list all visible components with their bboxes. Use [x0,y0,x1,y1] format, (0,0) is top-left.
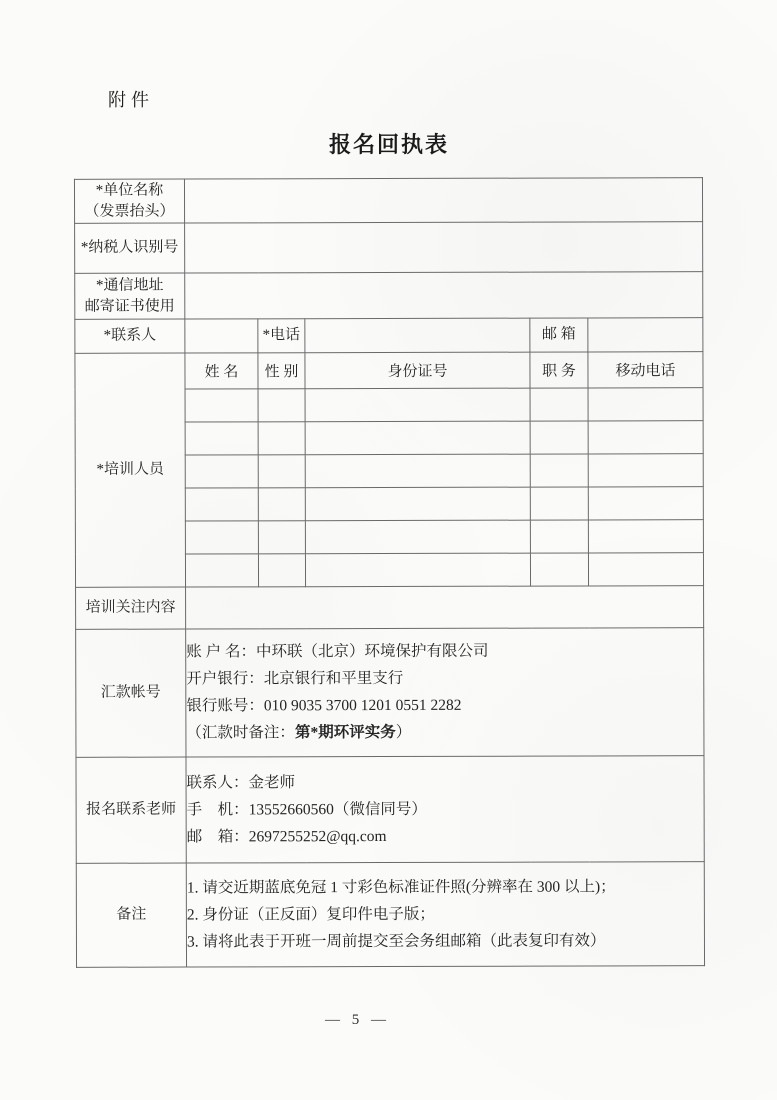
row-training-focus [76,586,704,630]
unit-name-label [74,179,184,223]
trainee-cell [588,388,703,421]
row-remittance [76,628,704,758]
row-registration-contact [76,756,704,864]
trainee-cell [185,422,258,455]
note-item-3: 3. 请将此表于开班一周前提交至会务组邮箱（此表复印有效） [186,931,606,951]
trainee-cell [305,388,530,422]
unit-name-label-line2: （发票抬头） [84,203,175,220]
unit-name-value-cell [184,178,702,223]
remittance-content-cell [186,628,704,757]
trainee-cell [185,554,258,587]
taxpayer-id-value-cell [185,222,703,273]
trainee-cell [258,389,305,422]
remittance-remark-prefix: （汇款时备注： [186,724,295,742]
page-number: — 5 — [325,1012,390,1028]
contact-name-label: *联系人 [75,319,185,353]
trainee-cell [305,421,530,455]
row-trainees-header [75,352,703,390]
phone-value-cell [305,318,530,353]
contact-name-value-cell [185,319,258,353]
training-focus-label: 培训关注内容 [76,587,186,629]
trainee-cell [588,487,703,520]
remittance-remark-bold: 第*期环评实务 [294,723,396,742]
trainee-cell [185,488,258,521]
notes-label: 备注 [76,863,186,967]
row-notes [76,862,704,968]
trainee-cell [258,422,305,455]
email-label: 邮 箱 [530,318,588,352]
remittance-account-name: 账 户 名：中环联（北京）环境保护有限公司 [186,642,489,661]
mailing-address-label-line2: 邮寄证书使用 [84,298,175,315]
registration-contact-email: 邮 箱：2697255252@qq.com [186,827,387,846]
trainee-col-mobile: 移动电话 [588,352,703,388]
trainee-cell [588,421,703,454]
trainee-cell [530,388,588,421]
trainee-cell [588,553,703,586]
trainee-cell [258,455,305,488]
trainee-col-gender: 性 别 [258,353,305,389]
taxpayer-id-label: *纳税人识别号 [75,223,185,273]
remittance-remark [186,721,703,744]
note-item-2: 2. 身份证（正反面）复印件电子版； [186,905,435,924]
unit-name-label-line1: *单位名称 [95,182,164,199]
trainee-col-id-number: 身份证号 [305,352,530,389]
trainee-cell [258,554,305,587]
registration-contact-label: 报名联系老师 [76,757,186,863]
remittance-account-number: 银行账号：010 9035 3700 1201 0551 2282 [186,696,462,715]
trainees-label: *培训人员 [75,353,186,587]
email-value-cell [588,318,703,352]
row-unit-name [74,178,702,224]
trainee-cell [588,454,703,487]
registration-contact-mobile: 手 机：13552660560（微信同号） [186,800,427,819]
remittance-remark-suffix: ） [395,723,412,741]
trainee-cell [530,487,588,520]
trainee-cell [530,454,588,487]
training-focus-value-cell [186,586,704,629]
registration-contact-content-cell [186,756,704,863]
trainee-col-position: 职 务 [530,352,588,388]
remittance-label: 汇款帐号 [76,629,186,757]
row-contact [75,318,703,354]
trainee-col-name: 姓 名 [185,353,258,389]
mailing-address-label [75,273,185,319]
trainee-cell [588,520,703,553]
trainee-cell [185,521,258,554]
trainee-cell [305,454,530,488]
remittance-bank: 开户银行：北京银行和平里支行 [186,669,404,688]
mailing-address-value-cell [185,272,703,319]
trainee-cell [305,487,530,521]
note-item-1: 1. 请交近期蓝底免冠 1 寸彩色标准证件照(分辨率在 300 以上)； [186,877,616,897]
phone-label: *电话 [258,319,305,353]
trainee-cell [258,488,305,521]
page-title: 报名回执表 [328,132,449,157]
trainee-cell [258,521,305,554]
row-mailing-address [75,272,703,320]
trainee-cell [305,553,530,587]
trainee-cell [530,553,588,586]
notes-content-cell [186,862,704,967]
trainee-cell [530,520,588,553]
registration-contact-name: 联系人：金老师 [186,773,296,792]
mailing-address-label-line1: *通信地址 [95,277,164,294]
trainee-cell [305,520,530,554]
trainee-cell [185,455,258,488]
row-taxpayer-id [75,222,703,274]
trainee-cell [185,389,258,422]
trainee-cell [530,421,588,454]
registration-form-table [74,177,705,968]
attachment-label: 附件 [108,90,154,110]
